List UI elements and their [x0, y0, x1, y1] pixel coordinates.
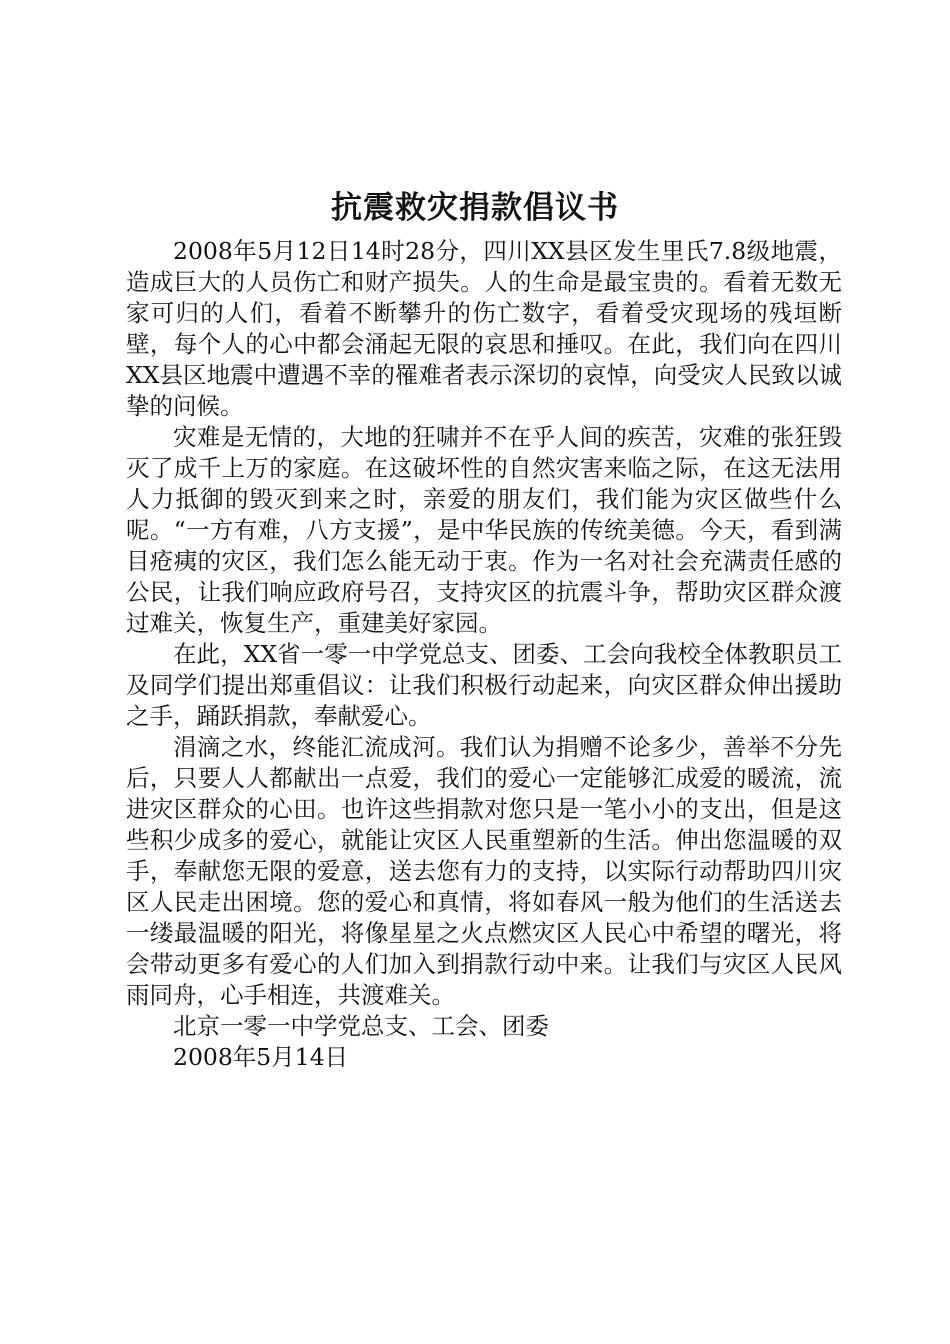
paragraph-donation-appeal: 涓滴之水，终能汇流成河。我们认为捐赠不论多少，善举不分先后，只要人人都献出一点爱，我们的爱心一定能够汇成爱的暖流，流进灾区群众的心田。也许这些捐款对您只是一笔小小的支出，但是这些积少成多的爱心，就能让灾区人民重塑新的生活。伸出您温暖的双手，奉献您无限的爱意，送去您有力的支持，以实际行动帮助四川灾区人民走出困境。您的爱心和真情，将如春风一般为他们的生活送去一缕最温暖的阳光，将像星星之火点燃灾区人民心中希望的曙光，将会带动更多有爱心的人们加入到捐款行动中来。让我们与灾区人民风雨同舟，心手相连，共渡难关。: [126, 733, 842, 1009]
paragraph-earthquake-report: 2008年5月12日14时28分，四川XX县区发生里氏7.8级地震，造成巨大的人员伤亡和财产损失。人的生命是最宝贵的。看着无数无家可归的人们，看着不断攀升的伤亡数字，看着受灾现场的残垣断壁，每个人的心中都会涌起无限的哀思和捶叹。在此，我们向在四川XX县区地震中遭遇不幸的罹难者表示深切的哀悼，向受灾人民致以诚挚的问候。: [126, 237, 842, 420]
signature-organization: 北京一零一中学党总支、工会、团委: [173, 1012, 549, 1040]
document-title: 抗震救灾捐款倡议书: [331, 190, 619, 226]
paragraph-call-for-help: 灾难是无情的，大地的狂啸并不在乎人间的疾苦，灾难的张狂毁灭了成千上万的家庭。在这破坏性的自然灾害来临之际，在这无法用人力抵御的毁灭到来之时，亲爱的朋友们，我们能为灾区做些什么呢。“一方有难，八方支援”，是中华民族的传统美德。今天，看到满目疮痍的灾区，我们怎么能无动于衷。作为一名对社会充满责任感的公民，让我们响应政府号召，支持灾区的抗震斗争，帮助灾区群众渡过难关，恢复生产，重建美好家园。: [126, 423, 842, 637]
paragraph-proposal: 在此，XX省一零一中学党总支、团委、工会向我校全体教职员工及同学们提出郑重倡议：让我们积极行动起来，向灾区群众伸出援助之手，踊跃捐款，奉献爱心。: [126, 640, 842, 730]
signature-date: 2008年5月14日: [173, 1043, 349, 1071]
document-body: [126, 236, 842, 1073]
